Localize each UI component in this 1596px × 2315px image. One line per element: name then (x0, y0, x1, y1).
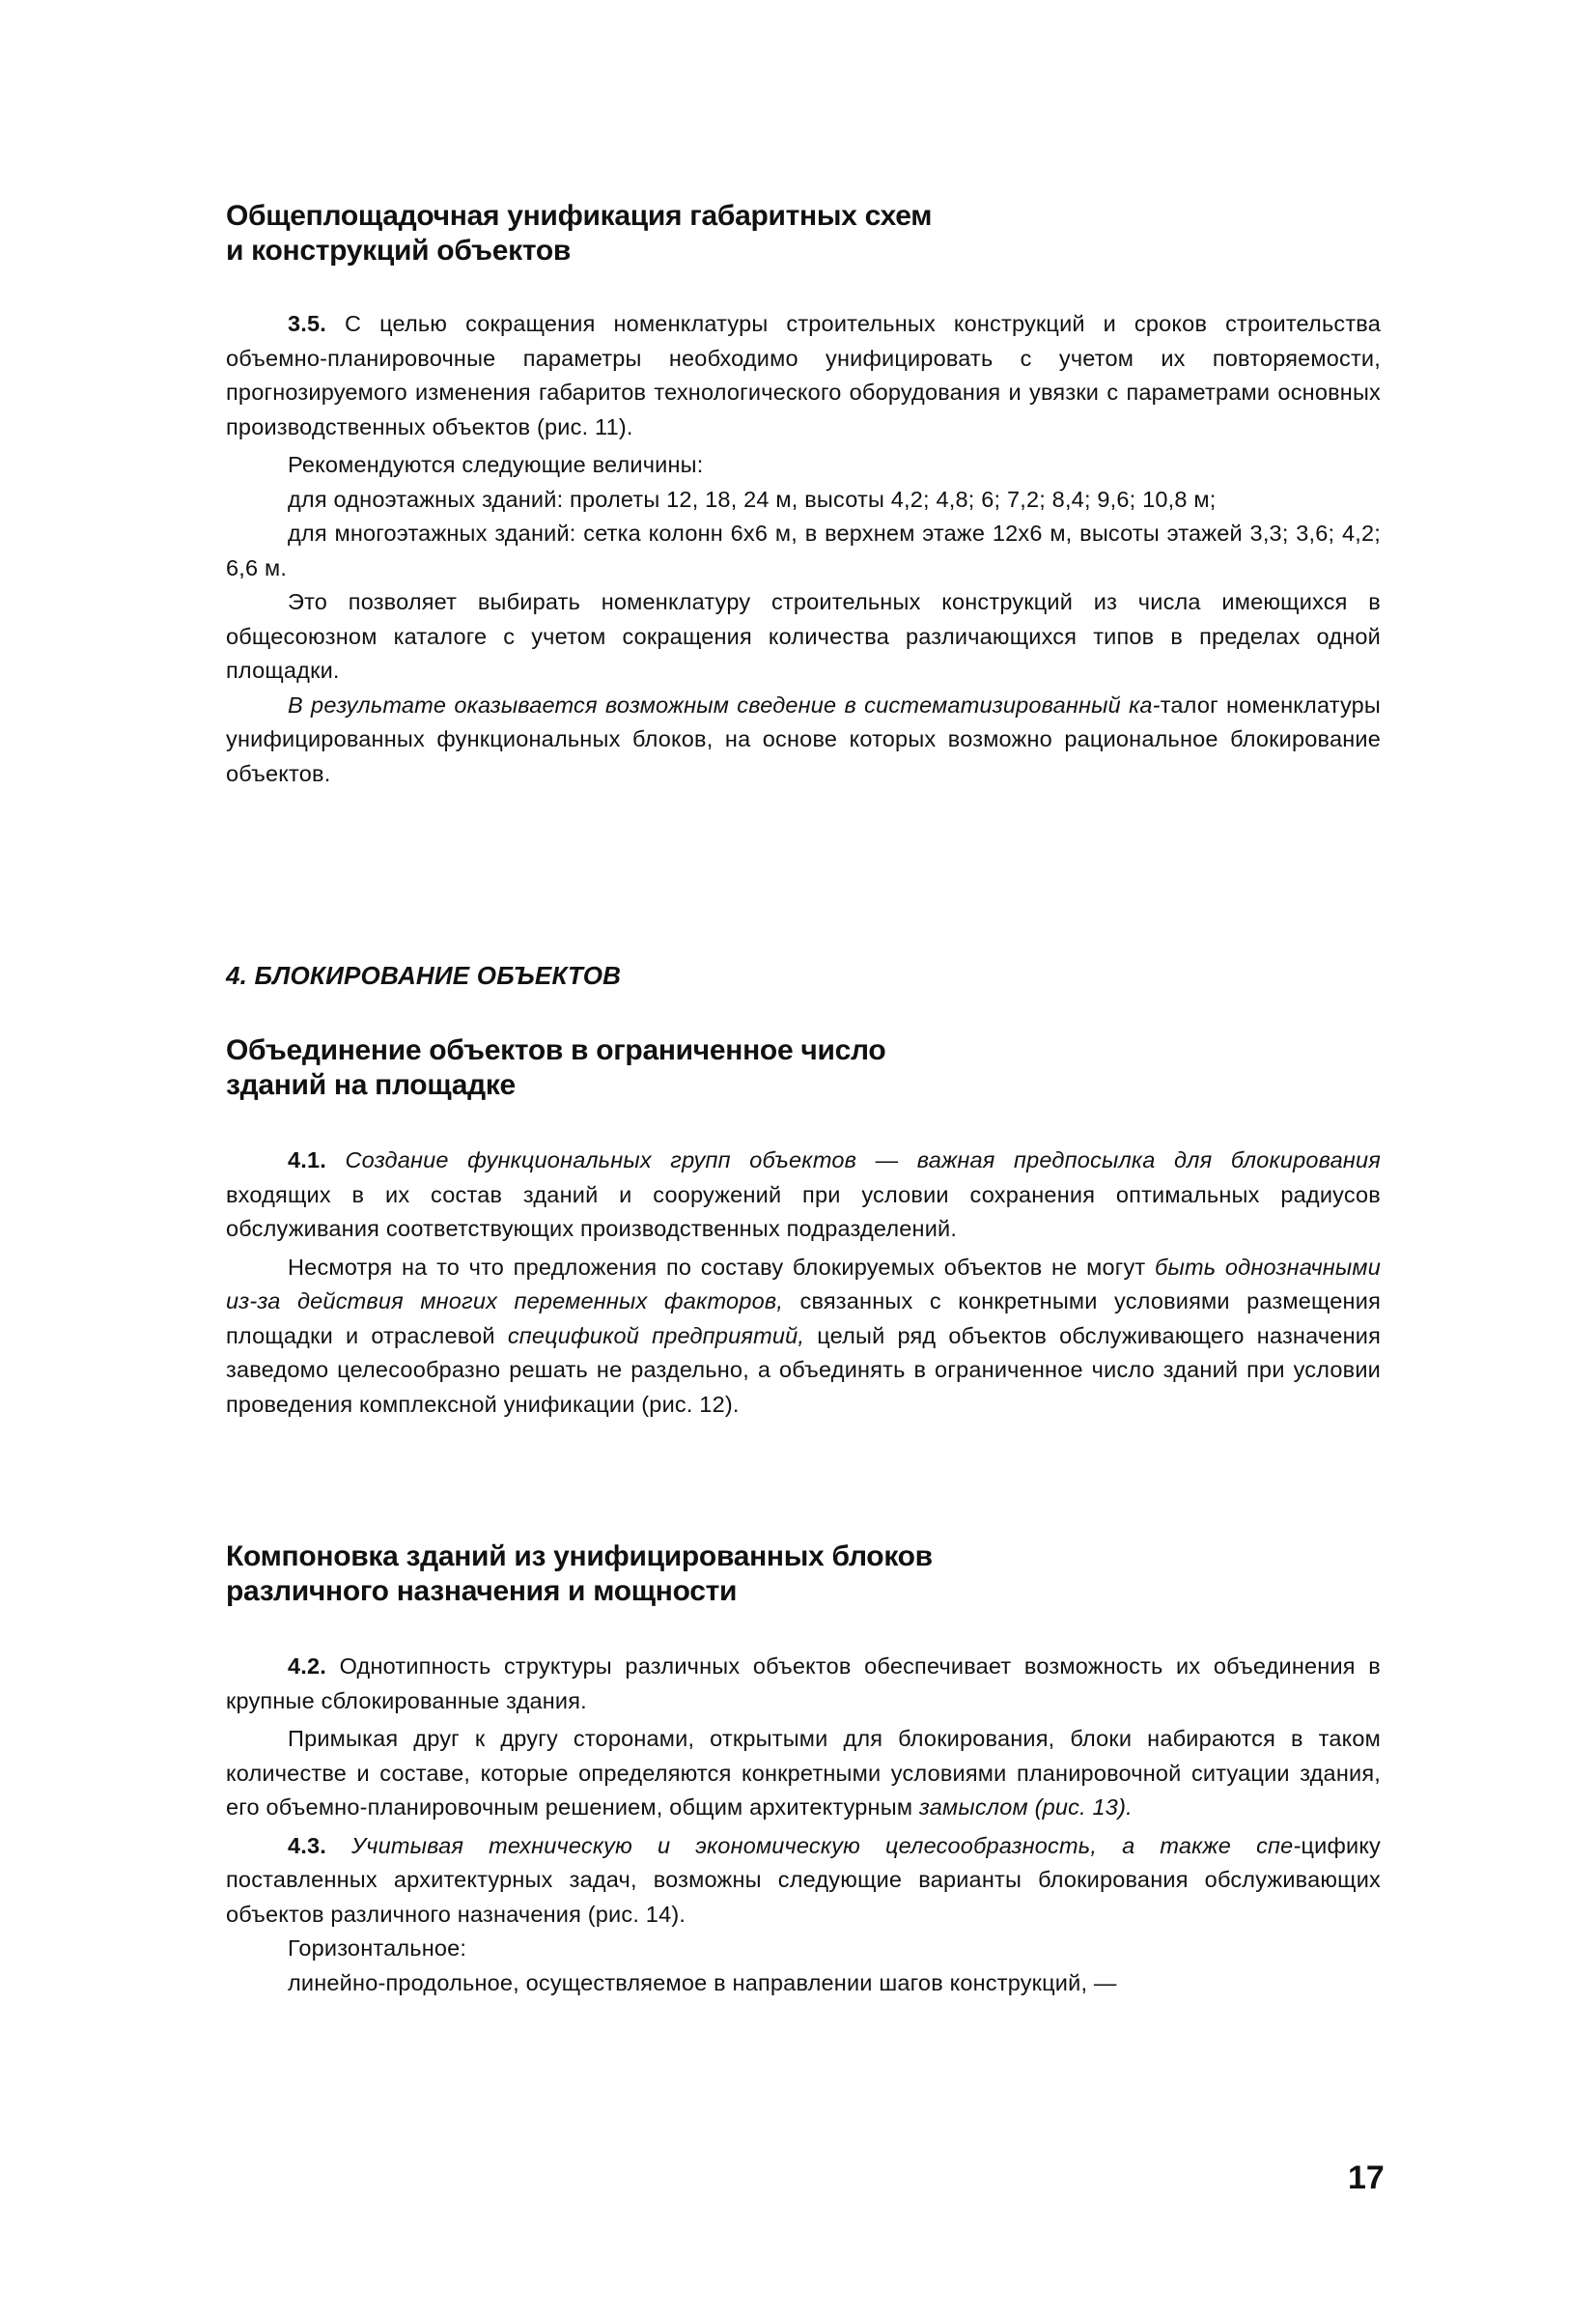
paragraph-italic: Создание функциональных групп объектов — важная предпосылка для блокирования (345, 1147, 1381, 1172)
paragraph-3-5 (226, 307, 1381, 444)
paragraph-linear: линейно-продольное, осуществляемое в направлении шагов конструкций, — (288, 1969, 1117, 1995)
paragraph-number: 4.1. (288, 1147, 326, 1172)
paragraph-multi-storey: для многоэтажных зданий: сетка колонн 6х6 м, в верхнем этаже 12х6 м, высоты этажей 3,3; 3,6; 4,2; 6,6 м. (226, 521, 1381, 580)
body-section-3 (226, 307, 1381, 791)
paragraph-horizontal: Горизонтальное: (288, 1935, 467, 1961)
body-section-4-1 (226, 1143, 1381, 1422)
paragraph-4-1 (226, 1143, 1381, 1247)
paragraph-text: Несмотря на то что предложения по составу блокируемых объектов не могут (288, 1254, 1146, 1280)
paragraph-text: входящих в их состав зданий и сооружений при условии сохранения оптимальных радиусов обслуживания соответствующих производственных подразделений. (226, 1181, 1381, 1241)
body-section-4-2 (226, 1650, 1381, 2000)
paragraph-4-2 (226, 1650, 1381, 1718)
heading-unification (226, 199, 1381, 268)
paragraph-italic: спецификой предприятий, (507, 1322, 805, 1348)
paragraph-italic: В результате оказывается возможным сведение в систематизированный ка- (288, 692, 1161, 718)
page-number: 17 (1348, 2160, 1385, 2196)
heading-unification-line1: Общеплощадочная унификация габаритных схем (226, 200, 933, 232)
paragraph-text: связанных с конкретными условиями размещения площадки и отраслевой (226, 1288, 1381, 1348)
paragraph-text: цифику поставленных архитектурных задач, возможны следующие варианты блокирования обслуживающих объектов различного назначения (рис. 14). (226, 1832, 1382, 1927)
heading-unification-line2: и конструкций объектов (226, 235, 572, 267)
paragraph-despite (226, 1251, 1381, 1423)
paragraph-italic: быть однозначными из-за действия многих переменных факторов, (226, 1254, 1382, 1313)
paragraph-text: талог номенклатуры унифицированных функциональных блоков, на основе которых возможно рациональное блокирование объектов. (226, 692, 1381, 786)
heading-combining-line2: зданий на площадке (226, 1069, 516, 1101)
paragraph-adjoin (226, 1722, 1381, 1825)
section-4-title (226, 960, 1381, 991)
paragraph-text: С целью сокращения номенклатуры строительных конструкций и сроков строительства объемно-планировочные параметры необходимо унифицировать с учетом их повторяемости, прогнозируемого изменения габаритов технологического оборудования и увязки с параметрами основных производственных объектов (рис. 11). (226, 311, 1381, 439)
paragraph-italic: замыслом (рис. 13). (918, 1794, 1133, 1820)
paragraph-result (226, 689, 1381, 792)
paragraph-single-storey: для одноэтажных зданий: пролеты 12, 18, 24 м, высоты 4,2; 4,8; 6; 7,2; 8,4; 9,6; 10,8 м; (288, 486, 1217, 512)
heading-combining (226, 1033, 1381, 1103)
heading-composition-line1: Компоновка зданий из унифицированных блоков (226, 1540, 933, 1572)
paragraph-number: 4.2. (288, 1653, 326, 1679)
paragraph-4-3 (226, 1829, 1381, 1933)
paragraph-number: 4.3. (288, 1832, 326, 1858)
heading-combining-line1: Объединение объектов в ограниченное число (226, 1034, 886, 1066)
heading-composition-line2: различного назначения и мощности (226, 1575, 738, 1607)
paragraph-text: целый ряд объектов обслуживающего назначения заведомо целесообразно решать не раздельно, а объединять в ограниченное число зданий при условии проведения комплексной унификации (рис. 12). (226, 1322, 1381, 1417)
section-title: 4. БЛОКИРОВАНИЕ ОБЪЕКТОВ (226, 961, 622, 990)
paragraph-text: Примыкая друг к другу сторонами, открытыми для блокирования, блоки набираются в таком количестве и составе, которые определяются конкретными условиями планировочной ситуации здания, его объемно-планировочным решением, общим архитектурным (226, 1726, 1381, 1820)
paragraph-recommend: Рекомендуются следующие величины: (288, 452, 704, 477)
paragraph-number: 3.5. (288, 311, 326, 336)
paragraph-allows: Это позволяет выбирать номенклатуру строительных конструкций из числа имеющихся в общесоюзном каталоге с учетом сокращения количества различающихся типов в пределах одной площадки. (226, 589, 1381, 683)
paragraph-text: Однотипность структуры различных объектов обеспечивает возможность их объединения в крупные сблокированные здания. (226, 1653, 1381, 1713)
paragraph-italic: Учитывая техническую и экономическую целесообразность, а также спе- (351, 1832, 1302, 1858)
heading-composition (226, 1539, 1381, 1609)
